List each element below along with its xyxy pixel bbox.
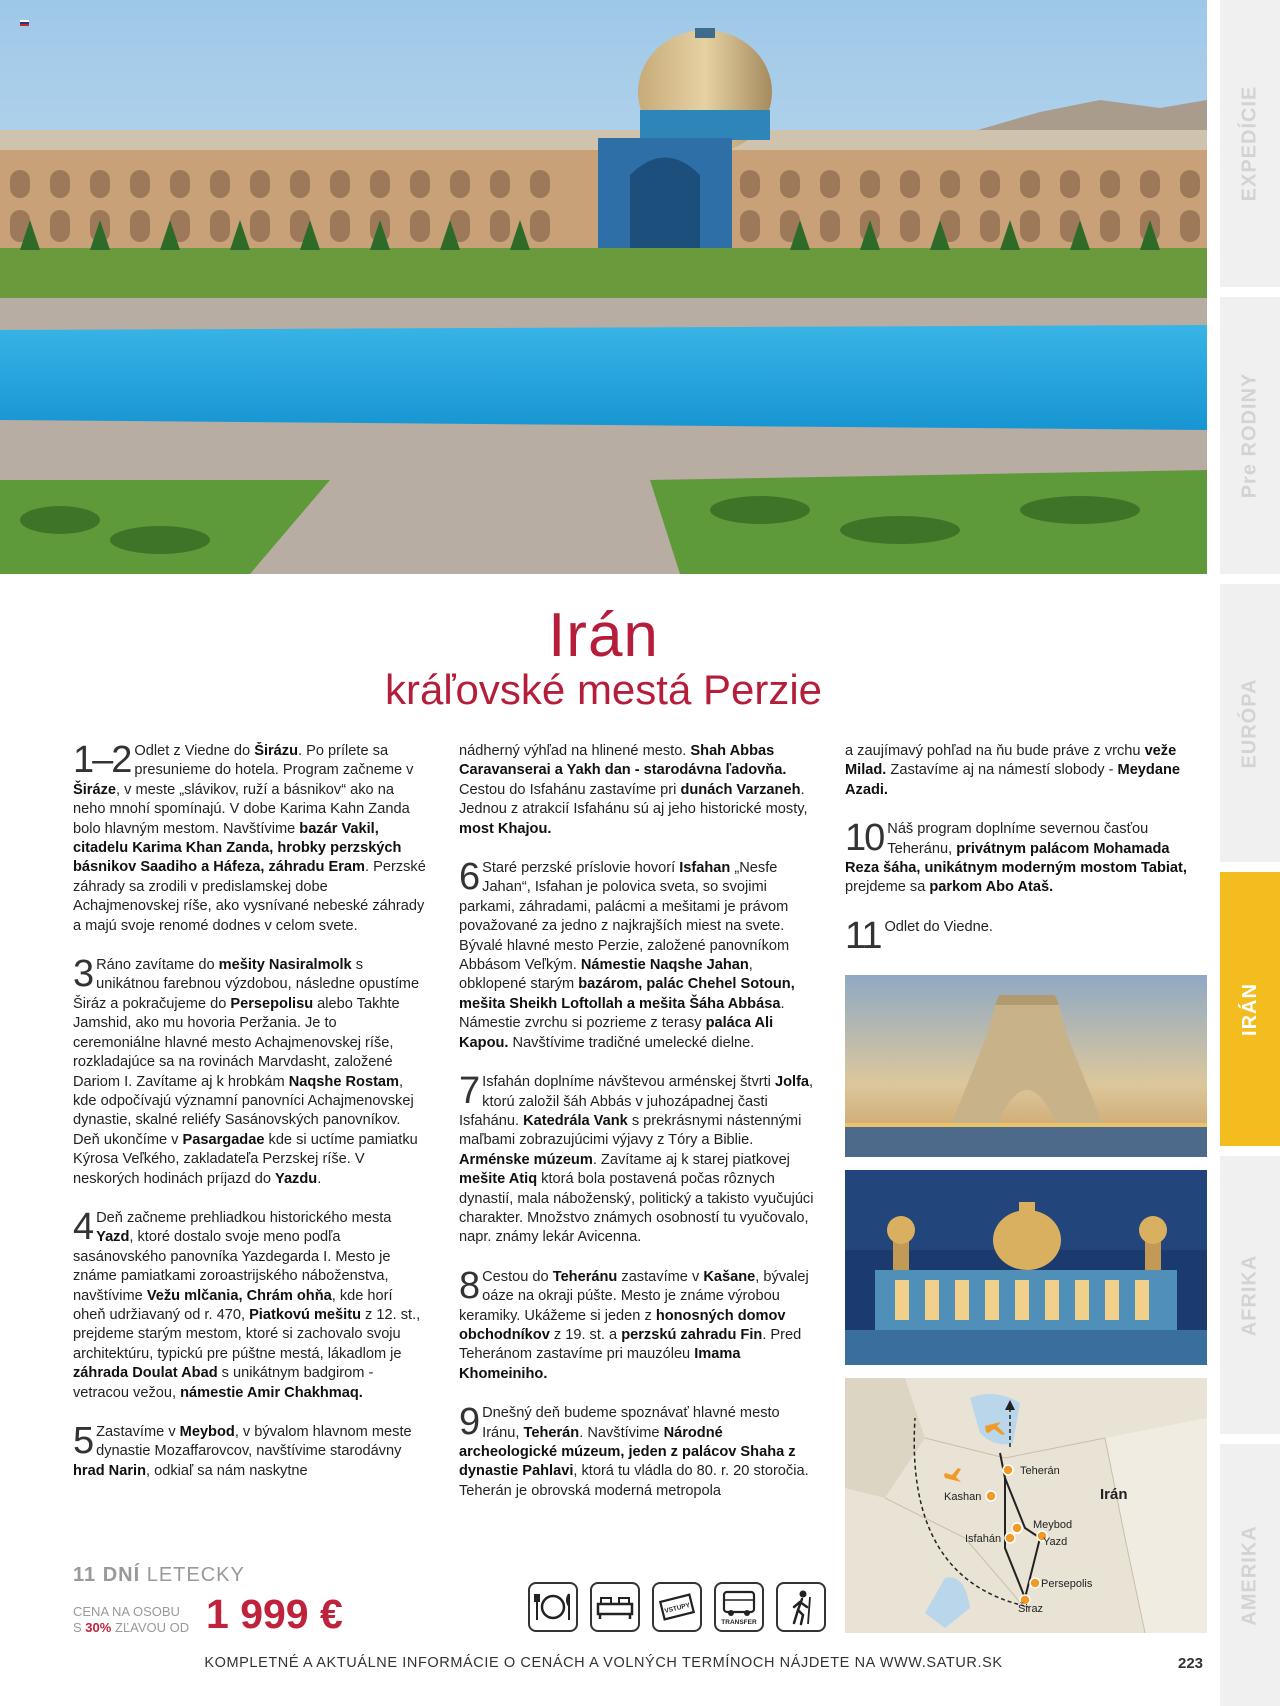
tab-label: EURÓPA (1238, 677, 1261, 769)
footer-info: KOMPLETNÉ A AKTUÁLNE INFORMÁCIE O CENÁCH A VOLNÝCH TERMÍNOCH NÁJDETE NA WWW.SATUR.SK (204, 1655, 1003, 1671)
tab-iran[interactable] (1220, 872, 1280, 1146)
map-city-teheran: Teherán (1020, 1465, 1060, 1477)
map-city-isfahan: Isfahán (965, 1533, 1002, 1545)
tab-label: Pre RODINY (1238, 372, 1261, 499)
price-label (73, 1604, 213, 1636)
discount-percent: 30% (85, 1620, 112, 1635)
price-label-rest: ZĽAVOU OD (114, 1620, 190, 1635)
page-subtitle: kráľovské mestá Perzie (384, 666, 823, 713)
price-block (73, 1564, 343, 1637)
map-city-persepolis: Persepolis (1041, 1578, 1093, 1590)
tab-afrika[interactable] (1220, 1156, 1280, 1434)
map-city-kashan: Kashan (944, 1491, 982, 1503)
ticket-icon-label: VSTUPY (663, 1601, 691, 1615)
tab-pre-rodiny[interactable] (1220, 297, 1280, 574)
tab-label: IRÁN (1238, 982, 1261, 1036)
price-amount: 1 999 € (206, 1591, 343, 1637)
itinerary-column-2 (459, 742, 814, 1521)
itinerary-day-11: 11 Odlet do Viedne. (845, 917, 993, 953)
itinerary-day-4: 4 Deň začneme prehliadkou historického mesta Yazd, ktoré dostalo svoje meno podľa sasánovského panovníka Yazdegarda I. Mesto je známe pamiatkami zoroastrijského náboženstva, navštívime Vežu mlčania, Chrám ohňa, kde horí oheň udržiavaný od r. 470, Piatkovú mešitu z 12. st., prejdeme starým mestom, ktoré si zachovalo svoju architektúru, typickú pre púštne mestá, lákadlom je záhrada Doulat Abad s unikátnym badgirom - vetracou vežou, námestie Amir Chakhmaq. (73, 1208, 421, 1401)
itinerary-day-5: 5 Zastavíme v Meybod, v bývalom hlavnom meste dynastie Mozaffarovcov, navštívime starodávny hrad Narin, odkiaľ sa nám naskytne (73, 1423, 412, 1479)
meals-icon (528, 1582, 578, 1632)
tab-label: EXPEDÍCIE (1238, 85, 1261, 202)
hotel-bed-icon (590, 1582, 640, 1632)
map-country-label: Irán (1100, 1486, 1128, 1503)
itinerary-column-1 (73, 742, 428, 1501)
itinerary-day-7: 7 Isfahán doplníme návštevou arménskej štvrti Jolfa, ktorú založil šáh Abbás v juhozápadnej časti Isfahánu. Katedrála Vank s prekrásnymi nástennými maľbami zobrazujúcimi výjavy z Tóry a Biblie. Arménske múzeum. Zavítame aj k starej piatkovej mešite Atiq ktorá bola postavená počas rôznych dynastií, mala náboženský, politický a takisto vyučujúci charakter. Množstvo známych osobností tu vyučovalo, napr. známy lekár Avicenna. (459, 1073, 814, 1246)
duration-days: 11 DNÍ (73, 1564, 141, 1586)
page-title: Irán (548, 601, 659, 670)
itinerary-day-3: 3 Ráno zavítame do mešity Nasiralmolk s unikátnou farebnou výzdobou, následne opustíme Širáz a pokračujeme do Persepolisu alebo Takhte Jamshid, ako mu hovoria Peržania. Je to ceremoniálne hlavné mesto Achajmenovskej ríše, rozkladajúce sa na rovinách Marvdasht, založené Dariom I. Zavítame aj k hrobkám Naqshe Rostam, kde odpočívajú významní panovníci Achajmenovskej dynastie, skalné reliéfy Sasánovských panovníkov. Deň ukončíme v Pasargadae kde si uctíme pamiatku Kýrosa Veľkého, zakladateľa Perzskej ríše. V neskorých hodinách príjazd do Yazdu. (73, 956, 420, 1187)
itinerary-day-1-2: 1–2 Odlet z Viedne do Širázu. Po prílete sa presunieme do hotela. Program začneme v Širáze, v meste „slávikov, ruží a básnikov“ ako na neho mnohí spomínajú. V dobe Karima Kahn Zanda bolo hlavným mestom. Navštívime bazár Vakil, citadelu Karima Khan Zanda, hrobky perzských básnikov Saadiho a Háfeza, záhradu Eram. Perzské záhrady sa zrodili v predislamskej dobe Achajmenovskej ríše, ako vysnívané nebeské záhrady a majú svoje renomé dodnes v celom svete. (73, 742, 426, 934)
hero-photo-isfahan (0, 0, 1207, 574)
bus-icon-label: TRANSFER (721, 1619, 757, 1626)
itinerary-day-9-cont: a zaujímavý pohľad na ňu bude práve z vrchu veže Milad. Zastavíme aj na námestí slobody - Meydane Azadi. (845, 743, 1180, 798)
itinerary-day-8: 8 Cestou do Teheránu zastavíme v Kašane, bývalej oáze na okraji púšte. Mesto je známe výrobou keramiky. Ukážeme si jeden z honosných domov obchodníkov z 19. st. a perzskú zahradu Fin. Pred Teheránom zastavíme pri mauzóleu Imama Khomeiniho. (459, 1267, 809, 1382)
photo-shiraz-shrine (845, 1170, 1207, 1365)
itinerary-day-9: 9 Dnešný deň budeme spoznávať hlavné mesto Iránu, Teherán. Navštívime Národné archeologické múzeum, jeden z palácov Shaha z dynastie Pahlavi, ktorá tu vládla do 80. r. 20 storočia. Teherán je obrovská moderná metropola (459, 1404, 809, 1499)
bus-transfer-icon (714, 1582, 764, 1632)
flag-icon (20, 20, 29, 26)
map-city-meybod: Meybod (1033, 1519, 1073, 1531)
duration-transport: LETECKY (146, 1564, 245, 1586)
section-tabs (1220, 0, 1280, 1706)
page-number: 223 (1178, 1655, 1204, 1672)
price-label-s: S (73, 1620, 82, 1635)
photo-azadi-tower (845, 975, 1207, 1157)
itinerary-column-3 (845, 742, 1207, 973)
map-city-yazd: Yazd (1043, 1536, 1068, 1548)
itinerary-day-5-cont: nádherný výhľad na hlinené mesto. Shah Abbas Caravanserai a Yakh dan - starodávna ľadovňa. Cestou do Isfahánu zastavíme pri dunách Varzaneh. Jednou z atrakcií Isfahánu sú aj jeho historické mosty, most Khajou. (459, 743, 808, 837)
ticket-icon (652, 1582, 702, 1632)
route-map (845, 1378, 1207, 1633)
hiking-icon (776, 1582, 826, 1632)
service-icons (528, 1582, 826, 1632)
price-label-line1: CENA NA OSOBU (73, 1604, 180, 1619)
itinerary-day-10: 10 Náš program doplníme severnou časťou Teheránu, privátnym palácom Mohamada Reza šáha, unikátnym moderným mostom Tabiat, prejdeme sa parkom Abo Ataš. (845, 820, 1187, 896)
tab-label: AMERIKA (1238, 1524, 1261, 1626)
map-city-shiraz: Širaz (1018, 1603, 1044, 1615)
itinerary-day-6: 6 Staré perzské príslovie hovorí Isfahan „Nesfe Jahan“, Isfahan je polovica sveta, so svojimi parkami, záhradami, palácmi a mešitami je právom považované za jedno z najkrajších miest na svete. Bývalé hlavné mesto Perzie, založené panovníkom Abbásom Veľkým. Námestie Naqshe Jahan, obklopené starým bazárom, palác Chehel Sotoun, mešita Sheikh Loftollah a mešita Šáha Abbása. Námestie zvrchu si pozrieme z terasy paláca Ali Kapou. Navštívime tradičné umelecké dielne. (459, 859, 795, 1051)
trip-duration (73, 1564, 245, 1587)
tab-amerika[interactable] (1220, 1444, 1280, 1706)
tab-expedicie[interactable] (1220, 0, 1280, 287)
tab-label: AFRIKA (1238, 1254, 1261, 1336)
tab-europa[interactable] (1220, 584, 1280, 862)
